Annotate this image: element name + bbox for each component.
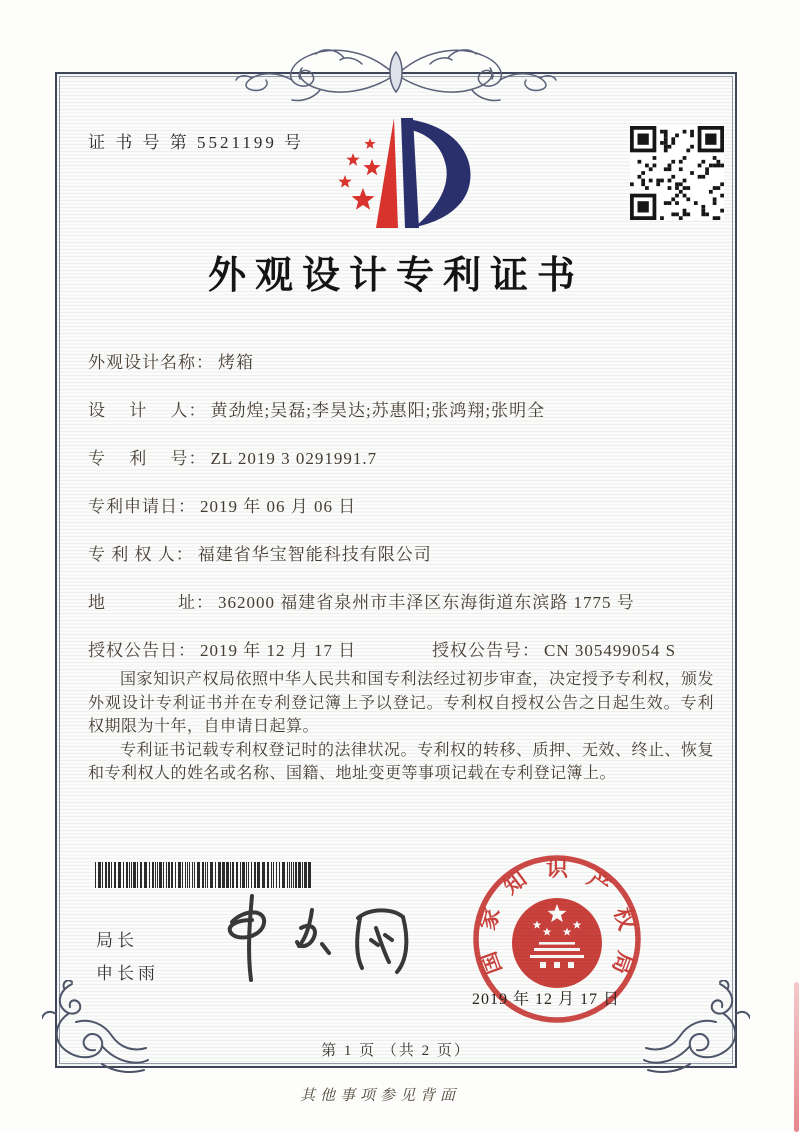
field-label: 授权公告号： xyxy=(432,641,540,660)
field-patentee xyxy=(88,540,432,565)
cnipa-patent-logo-icon xyxy=(316,114,480,236)
field-value: 2019 年 12 月 17 日 xyxy=(200,641,357,660)
field-patent-number xyxy=(88,444,377,469)
field-label: 授权公告日： xyxy=(88,641,196,660)
logo-blue-bar xyxy=(401,118,419,228)
field-design-name xyxy=(88,348,254,373)
field-filing-date xyxy=(88,492,356,517)
legal-paragraph-1: 国家知识产权局依照中华人民共和国专利法经过初步审查，决定授予专利权，颁发外观设计专利证书并在专利登记簿上予以登记。专利权自授权公告之日起生效。专利权期限为十年，自申请日起算。 xyxy=(88,671,715,735)
back-side-note: 其他事项参见背面 xyxy=(299,1088,460,1104)
logo-red-spire xyxy=(376,118,398,228)
field-value: 福建省华宝智能科技有限公司 xyxy=(197,545,432,564)
top-border-dragon-ornament xyxy=(234,40,558,104)
qr-code-icon xyxy=(630,126,724,220)
svg-text:产: 产 xyxy=(582,865,616,900)
field-value: 黄劲煌;吴磊;李昊达;苏惠阳;张鸿翔;张明全 xyxy=(210,401,546,420)
handwritten-signature xyxy=(208,886,438,988)
corner-flourish-bottom-left xyxy=(42,980,152,1076)
commissioner-name: 申长雨 xyxy=(96,964,159,983)
svg-text:知: 知 xyxy=(498,865,532,900)
svg-text:局: 局 xyxy=(607,948,639,978)
field-label: 专利申请日： xyxy=(88,497,196,516)
scan-edge-artifact xyxy=(794,982,799,1132)
svg-text:国: 国 xyxy=(475,948,507,978)
field-value: CN 305499054 S xyxy=(544,641,677,660)
field-grant-date xyxy=(88,636,356,661)
logo-blue-bowl xyxy=(411,120,471,227)
field-label: 专 利 号： xyxy=(88,449,207,468)
field-label: 设 计 人： xyxy=(88,401,207,420)
field-designers xyxy=(88,396,545,421)
field-value: ZL 2019 3 0291991.7 xyxy=(210,449,378,468)
national-emblem-icon xyxy=(512,898,602,988)
field-address xyxy=(88,588,635,613)
legal-paragraph-2: 专利证书记载专利权登记时的法律状况。专利权的转移、质押、无效、终止、恢复和专利权人的姓名或名称、国籍、地址变更等事项记载在专利登记簿上。 xyxy=(88,741,715,782)
field-label: 地 址： xyxy=(88,593,214,612)
commissioner-title: 局长 xyxy=(96,931,138,950)
field-value: 362000 福建省泉州市丰泽区东海街道东滨路 1775 号 xyxy=(218,593,635,612)
legal-text-block xyxy=(88,668,714,786)
field-value: 2019 年 06 月 06 日 xyxy=(200,497,357,516)
certificate-number: 证 书 号 第 5521199 号 xyxy=(88,133,305,152)
field-grant-number xyxy=(432,636,676,661)
barcode-icon xyxy=(95,862,313,888)
field-value: 烤箱 xyxy=(218,353,254,372)
svg-text:权: 权 xyxy=(609,904,640,933)
field-label: 专 利 权 人： xyxy=(88,545,194,564)
seal-date: 2019 年 12 月 17 日 xyxy=(472,991,621,1008)
svg-text:家: 家 xyxy=(474,904,505,933)
certificate-title: 外观设计专利证书 xyxy=(207,255,584,297)
svg-text:识: 识 xyxy=(545,856,569,881)
page-number: 第 1 页 （共 2 页） xyxy=(321,1043,471,1059)
field-label: 外观设计名称： xyxy=(88,353,214,372)
